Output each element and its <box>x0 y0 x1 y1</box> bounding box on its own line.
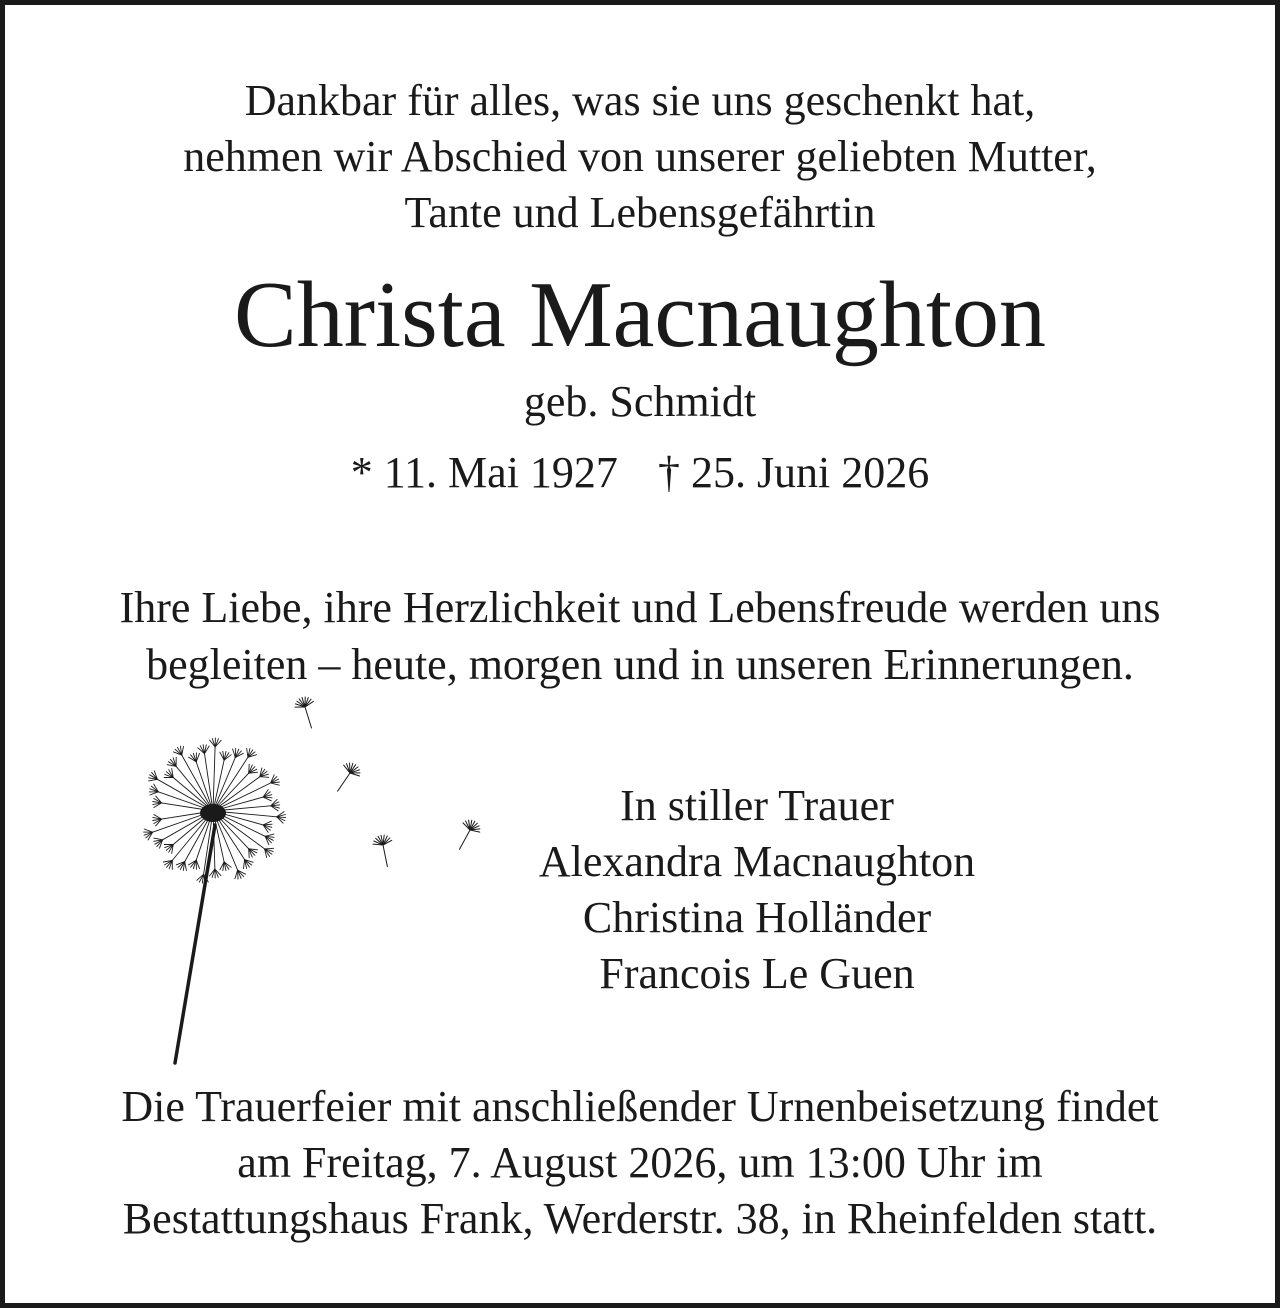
memorial-quote <box>5 579 1275 693</box>
birth-date: * 11. Mai 1927 <box>350 448 618 497</box>
funeral-line: Die Trauerfeier mit anschließender Urnenbeisetzung findet <box>121 1082 1159 1131</box>
intro-line: nehmen wir Abschied von unserer geliebten Mutter, <box>183 132 1097 181</box>
funeral-line: Bestattungshaus Frank, Werderstr. 38, in Rheinfelden statt. <box>122 1194 1158 1243</box>
quote-line: begleiten – heute, morgen und in unseren Erinnerungen. <box>146 640 1134 689</box>
mourners-block <box>457 778 1057 1002</box>
life-dates <box>5 445 1275 501</box>
quote-line: Ihre Liebe, ihre Herzlichkeit und Lebensfreude werden uns <box>119 583 1161 632</box>
funeral-line: am Freitag, 7. August 2026, um 13:00 Uhr im <box>237 1138 1043 1187</box>
mourner-name: Francois Le Guen <box>599 949 915 998</box>
mourners-heading: In stiller Trauer <box>620 781 894 830</box>
mourner-name: Alexandra Macnaughton <box>538 837 976 886</box>
dandelion-icon <box>135 685 495 1075</box>
intro-text <box>5 73 1275 241</box>
death-date: † 25. Juni 2026 <box>657 448 930 497</box>
deceased-name: Christa Macnaughton <box>234 263 1046 367</box>
intro-line: Tante und Lebensgefährtin <box>404 188 876 237</box>
funeral-details <box>5 1079 1275 1247</box>
intro-line: Dankbar für alles, was sie uns geschenkt hat, <box>244 76 1036 125</box>
mourner-name: Christina Holländer <box>582 893 932 942</box>
birth-name: geb. Schmidt <box>523 377 757 426</box>
